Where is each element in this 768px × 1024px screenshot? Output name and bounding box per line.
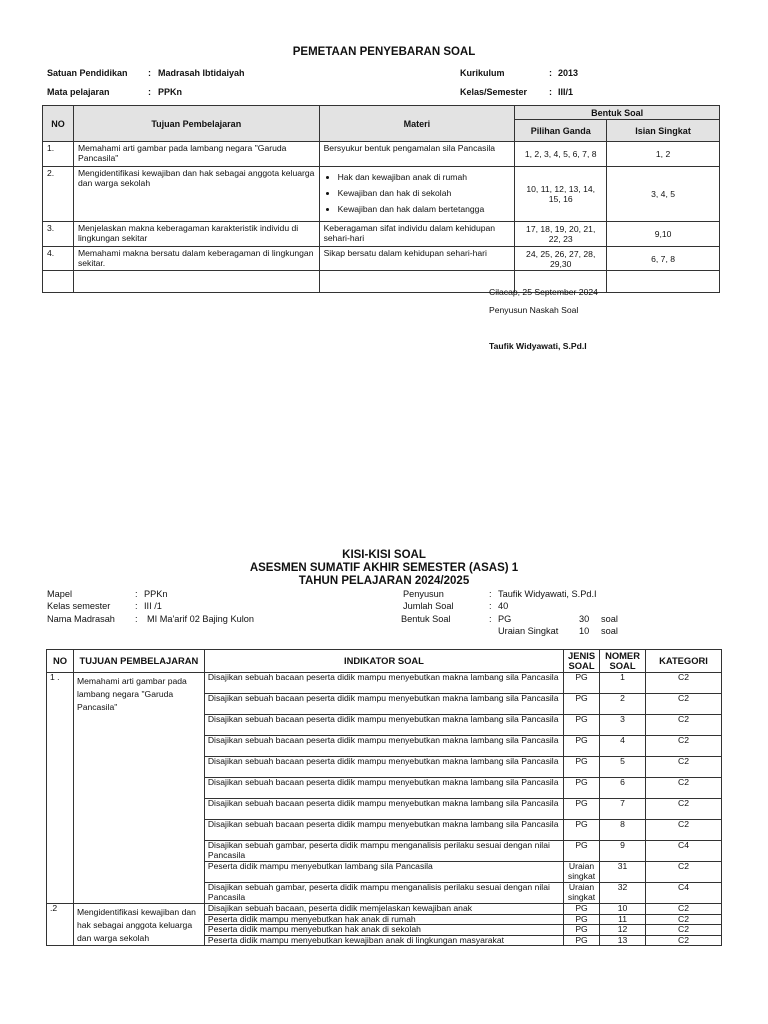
cell-jenis: PG: [564, 904, 600, 915]
cell-nomer: 13: [600, 935, 646, 946]
cell-indikator: Disajikan sebuah bacaan peserta didik mampu menyebutkan makna lambang sila Pancasila: [204, 673, 563, 694]
cell-kategori: C2: [646, 914, 722, 925]
cell-kategori: C4: [646, 841, 722, 862]
table-row: [47, 904, 722, 915]
kisi-uraian-label: Uraian Singkat: [498, 626, 559, 636]
cell-jenis: PG: [564, 820, 600, 841]
cell-kategori: C2: [646, 736, 722, 757]
cell-indikator: Peserta didik mampu menyebutkan hak anak di sekolah: [204, 925, 563, 936]
cell-jenis: PG: [564, 914, 600, 925]
mapel-label: Mata pelajaran: [47, 87, 110, 97]
cell-pg: 1, 2, 3, 4, 5, 6, 7, 8: [515, 142, 607, 167]
kurikulum-colon: :: [549, 68, 552, 78]
cell-indikator: Disajikan sebuah bacaan peserta didik mampu menyebutkan makna lambang sila Pancasila: [204, 799, 563, 820]
satuan-colon: :: [148, 68, 151, 78]
cell-isian: 3, 4, 5: [607, 167, 720, 222]
cell-indikator: Disajikan sebuah bacaan peserta didik mampu menyebutkan makna lambang sila Pancasila: [204, 715, 563, 736]
kisi-jumlah-colon: :: [489, 601, 492, 611]
col-pg: Pilihan Ganda: [515, 120, 607, 142]
col-kategori: KATEGORI: [646, 650, 722, 673]
cell-jenis: PG: [564, 715, 600, 736]
cell-no: 3.: [43, 222, 74, 247]
table-row: [47, 673, 722, 694]
cell-kategori: C4: [646, 883, 722, 904]
cell-empty: [43, 271, 74, 293]
signer-name: Taufik Widyawati, S.Pd.I: [489, 341, 587, 351]
cell-tujuan: Mengidentifikasi kewajiban dan hak sebagai anggota keluarga dan warga sekolah: [73, 904, 204, 946]
cell-pg: 17, 18, 19, 20, 21, 22, 23: [515, 222, 607, 247]
mapel-colon: :: [148, 87, 151, 97]
table-row: [43, 142, 720, 167]
kisi-penyusun-label: Penyusun: [403, 589, 444, 599]
cell-pg: 10, 11, 12, 13, 14, 15, 16: [515, 167, 607, 222]
list-item: • Kewajiban dan hak di sekolah: [338, 188, 511, 198]
cell-kategori: C2: [646, 673, 722, 694]
list-item: • Kewajiban dan hak dalam bertetangga: [338, 204, 511, 214]
kisi-mapel-label: Mapel: [47, 589, 73, 599]
signer-role: Penyusun Naskah Soal: [489, 305, 579, 315]
kisi-jumlah-value: 40: [498, 601, 509, 611]
satuan-value: Madrasah Ibtidaiyah: [158, 68, 245, 78]
cell-tujuan: Memahami arti gambar pada lambang negara "Garuda Pancasila": [73, 673, 204, 904]
mapping-title: PEMETAAN PENYEBARAN SOAL: [292, 46, 476, 58]
cell-no: 2.: [43, 167, 74, 222]
kisi-kelas-colon: :: [135, 601, 138, 611]
cell-nomer: 10: [600, 904, 646, 915]
place-date: Cilacap, 25 September 2024: [489, 287, 598, 297]
cell-materi: Bersyukur bentuk pengamalan sila Pancasila: [319, 142, 515, 167]
table-row: [43, 167, 720, 222]
cell-indikator: Disajikan sebuah bacaan, peserta didik memjelaskan kewajiban anak: [204, 904, 563, 915]
kisi-uraian-soal: soal: [601, 626, 618, 636]
cell-nomer: 7: [600, 799, 646, 820]
col-materi: Materi: [319, 106, 515, 142]
mapping-table: [42, 105, 720, 293]
cell-jenis: PG: [564, 694, 600, 715]
kisi-pg-soal: soal: [601, 614, 618, 624]
kisi-kelas-label: Kelas semester: [47, 601, 111, 611]
col-isian: Isian Singkat: [607, 120, 720, 142]
cell-jenis: PG: [564, 757, 600, 778]
cell-jenis: PG: [564, 799, 600, 820]
kisi-table-body: [47, 673, 722, 946]
cell-nomer: 32: [600, 883, 646, 904]
kisi-pg-label: PG: [498, 614, 512, 624]
cell-isian: 6, 7, 8: [607, 247, 720, 271]
cell-empty: [607, 271, 720, 293]
cell-jenis: PG: [564, 935, 600, 946]
col-jenis: JENIS SOAL: [564, 650, 600, 673]
kisi-mapel-colon: :: [135, 589, 138, 599]
col-no: NO: [47, 650, 74, 673]
cell-jenis: PG: [564, 736, 600, 757]
cell-nomer: 1: [600, 673, 646, 694]
materi-list: [324, 172, 511, 214]
cell-nomer: 11: [600, 914, 646, 925]
kurikulum-label: Kurikulum: [460, 68, 505, 78]
cell-no: 4.: [43, 247, 74, 271]
cell-empty: [319, 271, 515, 293]
cell-materi: Sikap bersatu dalam kehidupan sehari-hari: [319, 247, 515, 271]
list-item: • Hak dan kewajiban anak di rumah: [338, 172, 511, 182]
kisi-penyusun-value: Taufik Widyawati, S.Pd.I: [498, 589, 597, 599]
cell-kategori: C2: [646, 778, 722, 799]
cell-no: .2: [47, 904, 74, 946]
kelas-value: III/1: [558, 87, 574, 97]
cell-indikator: Disajikan sebuah gambar, peserta didik mampu menganalisis perilaku sesuai dengan nilai Pancasila: [204, 841, 563, 862]
cell-nomer: 3: [600, 715, 646, 736]
table-row-empty: [43, 271, 720, 293]
table-row: [43, 222, 720, 247]
kisi-uraian-count: 10: [579, 626, 590, 636]
col-tujuan: TUJUAN PEMBELAJARAN: [73, 650, 204, 673]
cell-isian: 1, 2: [607, 142, 720, 167]
kisi-title: KISI-KISI SOAL: [342, 549, 426, 561]
cell-indikator: Peserta didik mampu menyebutkan kewajiban anak di lingkungan masyarakat: [204, 935, 563, 946]
table-row: [43, 247, 720, 271]
cell-nomer: 12: [600, 925, 646, 936]
cell-nomer: 6: [600, 778, 646, 799]
cell-materi: Keberagaman sifat individu dalam kehidupan sehari-hari: [319, 222, 515, 247]
cell-no: 1.: [43, 142, 74, 167]
cell-indikator: Peserta didik mampu menyebutkan hak anak di rumah: [204, 914, 563, 925]
cell-jenis: PG: [564, 778, 600, 799]
kisi-pg-count: 30: [579, 614, 590, 624]
cell-nomer: 2: [600, 694, 646, 715]
cell-jenis: PG: [564, 925, 600, 936]
cell-kategori: C2: [646, 904, 722, 915]
mapel-value: PPKn: [158, 87, 183, 97]
cell-isian: 9,10: [607, 222, 720, 247]
kisi-madrasah-label: Nama Madrasah: [47, 614, 115, 624]
cell-kategori: C2: [646, 757, 722, 778]
cell-kategori: C2: [646, 862, 722, 883]
cell-pg: 24, 25, 26, 27, 28, 29,30: [515, 247, 607, 271]
kisi-jumlah-label: Jumlah Soal: [403, 601, 454, 611]
cell-kategori: C2: [646, 925, 722, 936]
cell-kategori: C2: [646, 820, 722, 841]
cell-indikator: Disajikan sebuah bacaan peserta didik mampu menyebutkan makna lambang sila Pancasila: [204, 694, 563, 715]
cell-indikator: Peserta didik mampu menyebutkan lambang sila Pancasila: [204, 862, 563, 883]
cell-nomer: 4: [600, 736, 646, 757]
kisi-subtitle: ASESMEN SUMATIF AKHIR SEMESTER (ASAS) 1: [249, 562, 519, 574]
cell-materi: [319, 167, 515, 222]
cell-nomer: 8: [600, 820, 646, 841]
col-bentuk: Bentuk Soal: [515, 106, 720, 120]
kisi-bentuk-label: Bentuk Soal: [401, 614, 451, 624]
col-nomer: NOMER SOAL: [600, 650, 646, 673]
cell-indikator: Disajikan sebuah bacaan peserta didik mampu menyebutkan makna lambang sila Pancasila: [204, 778, 563, 799]
cell-indikator: Disajikan sebuah gambar, peserta didik mampu menganalisis perilaku sesuai dengan nilai Pancasila: [204, 883, 563, 904]
cell-tujuan: Mengidentifikasi kewajiban dan hak sebagai anggota keluarga dan warga sekolah: [73, 167, 319, 222]
cell-tujuan: Memahami makna bersatu dalam keberagaman di lingkungan sekitar.: [73, 247, 319, 271]
cell-jenis: PG: [564, 841, 600, 862]
satuan-label: Satuan Pendidikan: [47, 68, 128, 78]
cell-empty: [73, 271, 319, 293]
kisi-bentuk-colon: :: [489, 614, 492, 624]
kurikulum-value: 2013: [558, 68, 579, 78]
kisi-year: TAHUN PELAJARAN 2024/2025: [298, 575, 470, 587]
cell-nomer: 5: [600, 757, 646, 778]
kisi-table: [46, 649, 722, 946]
col-tujuan: Tujuan Pembelajaran: [73, 106, 319, 142]
kisi-madrasah-colon: :: [135, 614, 138, 624]
col-no: NO: [43, 106, 74, 142]
cell-no: 1 .: [47, 673, 74, 904]
cell-kategori: C2: [646, 799, 722, 820]
kisi-kelas-value: III /1: [144, 601, 162, 611]
cell-nomer: 31: [600, 862, 646, 883]
kisi-mapel-value: PPKn: [144, 589, 168, 599]
kisi-madrasah-value: MI Ma'arif 02 Bajing Kulon: [147, 614, 254, 624]
kisi-penyusun-colon: :: [489, 589, 492, 599]
cell-kategori: C2: [646, 694, 722, 715]
cell-tujuan: Memahami arti gambar pada lambang negara "Garuda Pancasila": [73, 142, 319, 167]
cell-nomer: 9: [600, 841, 646, 862]
cell-indikator: Disajikan sebuah bacaan peserta didik mampu menyebutkan makna lambang sila Pancasila: [204, 820, 563, 841]
cell-jenis: PG: [564, 673, 600, 694]
cell-indikator: Disajikan sebuah bacaan peserta didik mampu menyebutkan makna lambang sila Pancasila: [204, 736, 563, 757]
col-indikator: INDIKATOR SOAL: [204, 650, 563, 673]
cell-indikator: Disajikan sebuah bacaan peserta didik mampu menyebutkan makna lambang sila Pancasila: [204, 757, 563, 778]
cell-jenis: Uraian singkat: [564, 883, 600, 904]
kelas-colon: :: [549, 87, 552, 97]
cell-jenis: Uraian singkat: [564, 862, 600, 883]
cell-kategori: C2: [646, 935, 722, 946]
cell-kategori: C2: [646, 715, 722, 736]
kelas-label: Kelas/Semester: [460, 87, 528, 97]
cell-tujuan: Menjelaskan makna keberagaman karakteristik individu di lingkungan sekitar: [73, 222, 319, 247]
